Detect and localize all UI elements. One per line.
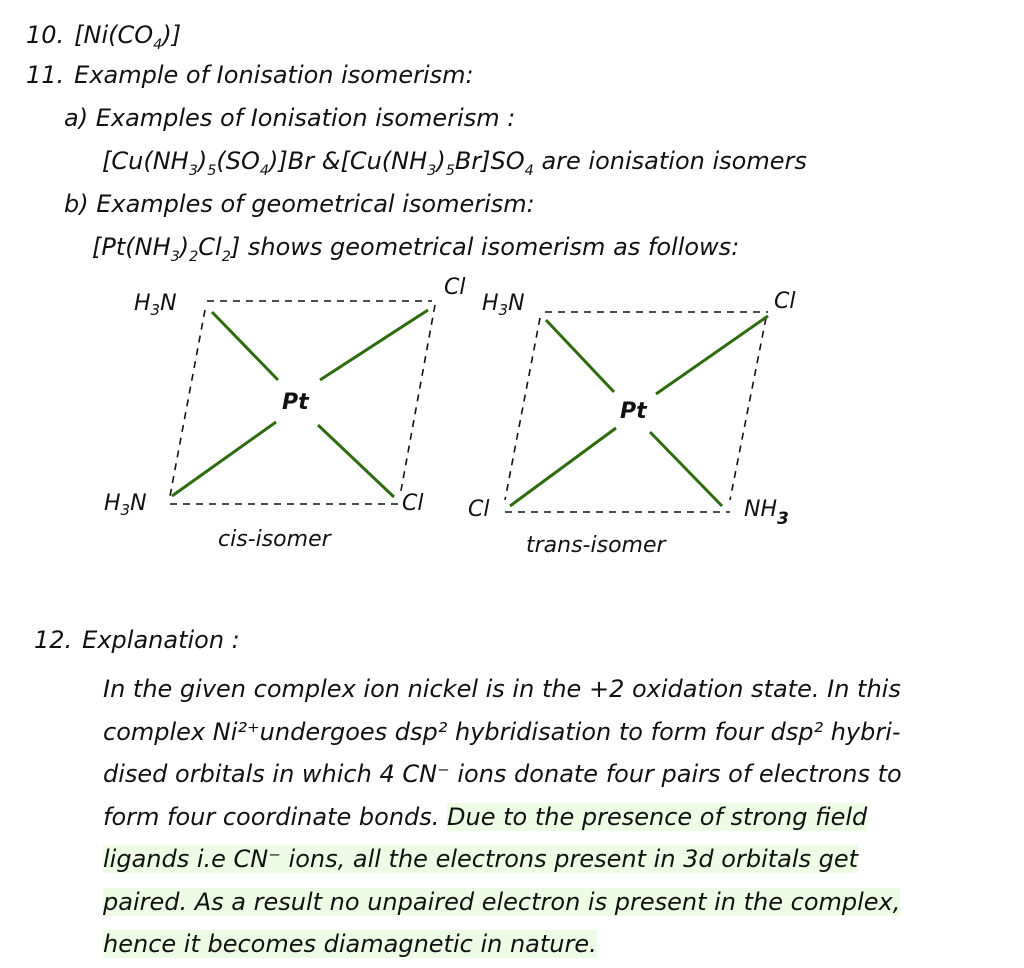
q11b-title: b) Examples of geometrical isomerism: — [64, 190, 535, 218]
trans-caption: trans-isomer — [526, 533, 666, 558]
cis-ligand-bottom-left: $H_3N$ — [104, 491, 147, 519]
q12-number: 12. — [34, 626, 73, 654]
q12-title: Explanation : — [82, 626, 240, 654]
highlighted-text: paired. As a result no unpaired electron is present in the complex, — [103, 887, 901, 916]
highlighted-text: Due to the presence of strong field — [447, 802, 868, 831]
explanation-line-1: In the given complex ion nickel is in the +2 oxidation state. In this — [103, 675, 901, 703]
explanation-line-5 — [103, 838, 1008, 881]
trans-ligand-top-left: $H_3N$ — [482, 291, 525, 319]
q11a-title: a) Examples of Ionisation isomerism : — [64, 104, 516, 132]
trans-ligand-bottom-left: Cl — [468, 497, 490, 522]
q11a-formula-line: $[Cu(NH_3)_5(SO_4)]Br$ $\&[Cu(NH_3)_5Br]SO_4$ are ionisation isomers — [102, 147, 807, 179]
explanation-line-7 — [103, 923, 1008, 966]
q11-number: 11. — [26, 61, 65, 89]
trans-ligand-top-right: Cl — [774, 289, 796, 314]
trans-center-atom: Pt — [620, 399, 647, 424]
cis-center-atom: Pt — [282, 390, 309, 415]
highlighted-text: ligands i.e CN⁻ ions, all the electrons present in 3d orbitals get — [103, 845, 859, 873]
highlighted-text: hence it becomes diamagnetic in nature. — [103, 930, 597, 958]
q11-title: Example of Ionisation isomerism: — [74, 61, 474, 89]
q12-title-line — [34, 625, 240, 655]
cis-ligand-bottom-right: Cl — [402, 491, 424, 516]
explanation-line-4: form four coordinate bonds. Due to the presence of strong field — [103, 802, 868, 831]
q10-formula: $[Ni(CO_4)]$ — [74, 21, 182, 53]
explanation-line-3: dised orbitals in which 4 CN⁻ ions donate four pairs of electrons to — [103, 760, 902, 788]
q11b-formula-line: $[Pt(NH_3)_2Cl_2]$ shows geometrical isomerism as follows: — [92, 233, 740, 265]
cis-ligand-top-right: Cl — [444, 275, 466, 300]
trans-ligand-bottom-right: $NH_3$ — [744, 497, 789, 529]
cis-caption: cis-isomer — [218, 527, 331, 552]
explanation-line-2: complex Ni²⁺undergoes dsp² hybridisation to form four dsp² hybri- — [103, 717, 901, 746]
q10-number: 10. — [26, 21, 65, 49]
explanation-paragraph — [103, 668, 1008, 966]
cis-ligand-top-left: $H_3N$ — [134, 291, 177, 319]
explanation-line-6 — [103, 881, 1008, 924]
